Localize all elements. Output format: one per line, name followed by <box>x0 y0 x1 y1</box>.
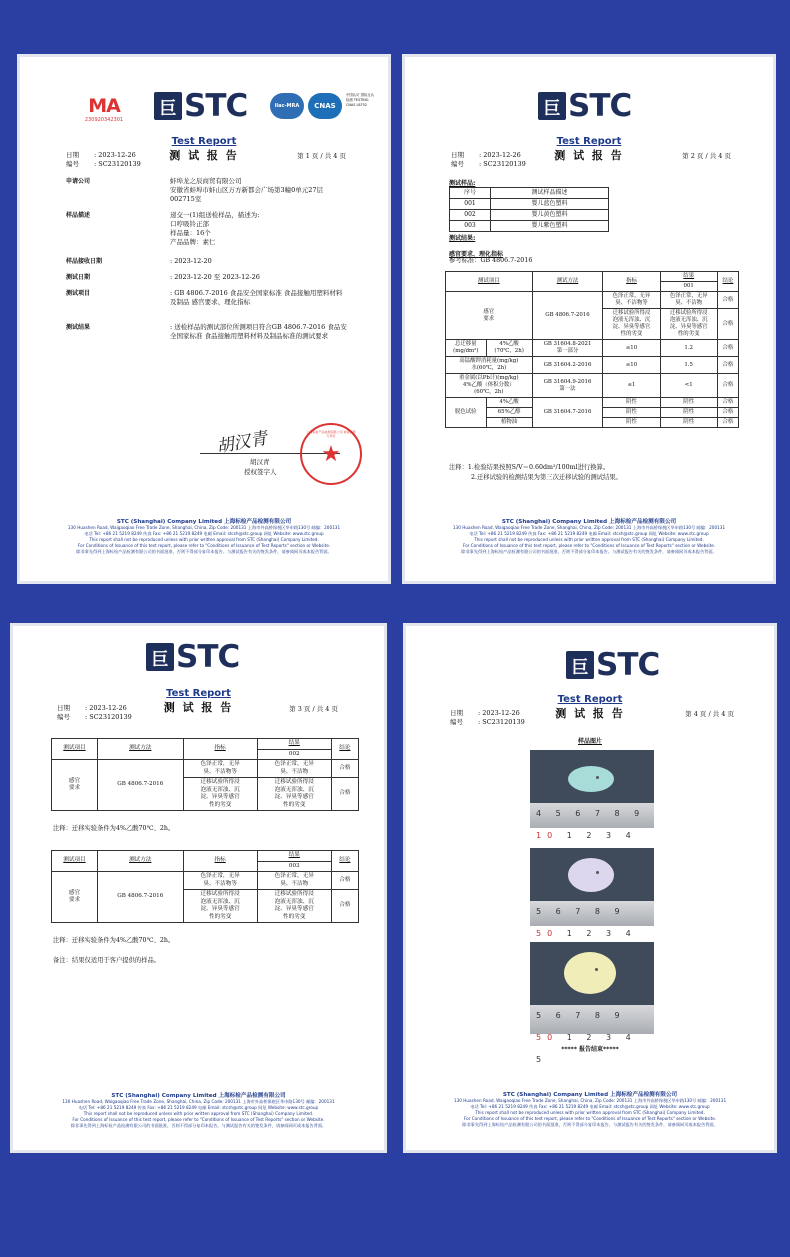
table-cell: 感官 要求 <box>446 292 533 340</box>
footer-address: 130 Huashen Road, Waigaoqiao Free Trade Zone, Shanghai, China, Zip Code: 200131 上海市外高桥保税区华申路130号 邮编：200131 <box>453 1098 727 1103</box>
report-page-3 <box>10 623 387 1153</box>
table-cell: 合格 <box>717 340 738 357</box>
table-row <box>446 374 739 398</box>
table-note: 注释：迁移实验条件为4%乙酸70℃、2h。 <box>53 825 175 832</box>
meta-block <box>66 151 141 169</box>
signature: 胡汉青 <box>215 428 269 458</box>
ruler-digits: 5 6 7 8 9 <box>536 907 626 917</box>
sub-section-title: 感官要求、理化指标 <box>449 251 504 258</box>
header-cell: 测试样品描述 <box>491 188 609 199</box>
table-cell: GB 31604.9-2016 第一法 <box>532 374 603 398</box>
table-cell: 迁移试验所得浸 泡液无浑浊、沉 淀、异臭等感官 性的劣变 <box>257 890 331 923</box>
header-cell: 测试项目 <box>446 272 533 292</box>
hole-mark <box>596 871 599 874</box>
ruler-mark: 50 <box>536 1032 559 1042</box>
sample-photo-section-title: 样品图片 <box>577 738 602 745</box>
title-en: Test Report <box>556 136 622 147</box>
table-cell: ≤10 <box>603 340 660 357</box>
signer-title: 授权签字人 <box>244 468 277 476</box>
result-table-002 <box>51 738 359 811</box>
ruler-digits: 1 2 3 4 <box>566 929 637 939</box>
table-header-row <box>52 851 359 862</box>
footer-conditions: For Conditions of Issuance of this test report, please refer to "Conditions of Issuance of Test Reports" section or Website. <box>463 1116 717 1121</box>
stc-logo-text: STC <box>184 88 248 124</box>
date-value: : 2023-12-26 <box>85 704 127 712</box>
stc-logo-text: STC <box>568 88 632 124</box>
row-value: : 送检样品的测试部位所测项目符合GB 4806.7-2016 食品安 全国家标准 食品接触用塑料材料及制品标准的测试要求 <box>170 323 347 340</box>
date-value: : 2023-12-26 <box>479 151 521 159</box>
report-page-2 <box>402 54 776 584</box>
table-cell: 阴性 <box>660 408 717 418</box>
star-icon: ★ <box>321 442 341 467</box>
stc-logo <box>538 88 632 124</box>
table-row <box>52 760 359 778</box>
table-cell: <1 <box>660 374 717 398</box>
table-cell: ≤10 <box>603 357 660 374</box>
footer-conditions: For Conditions of Issuance of this test report, please refer to "Conditions of Issuance of Test Reports" section or Website. <box>462 543 716 548</box>
stamp-text: 上海标检产品检测有限公司 检验检测专用章 <box>306 430 356 438</box>
header-cell: 结论 <box>331 851 358 872</box>
header-cell: 指标 <box>183 851 257 872</box>
ruler-mark: 10 <box>536 831 559 841</box>
cma-number: 230920342301 <box>84 117 124 123</box>
row-label: 样品描述 <box>66 212 91 219</box>
header-cell: 测试方法 <box>532 272 603 292</box>
table-cell: 合格 <box>717 292 738 309</box>
stc-logo-mark: 巨 <box>146 643 174 671</box>
ilac-mra-logo <box>270 93 304 119</box>
report-number: : SC23120139 <box>85 713 132 721</box>
table-cell: 迁移试验所得浸 泡液无浑浊、沉 淀、异臭等感官 性的劣变 <box>183 778 257 811</box>
date-label: 日期 <box>450 709 463 717</box>
table-row <box>446 292 739 309</box>
table-cell: 婴儿黄色塑料 <box>491 210 609 221</box>
title-en: Test Report <box>557 694 623 705</box>
report-number: : SC23120139 <box>94 160 141 168</box>
table-row <box>450 210 609 221</box>
page-number: 第 4 页 / 共 4 页 <box>685 710 734 718</box>
footer-notice: This report shall not be reproduced unless with prior written approval from STC (Shanghai) Company Limited. <box>83 1111 314 1116</box>
table-cell: 1.2 <box>660 340 717 357</box>
table-cell: 色泽正常，无异 臭、不洁物等 <box>183 760 257 778</box>
footer-contact: 电话 Tel: +86 21 5219 8249 传真 Fax: +86 21 5219 8249 电邮 Email: stcsh@stc.group 网址 Website: www.stc.group <box>78 1105 319 1110</box>
footer-notice-cn: 除非事先得到上海标检产品检测有限公司的书面批准，否则不得部分复印本报告。与测试报告有关的签发条件，请参阅网页或本报告背面。 <box>70 1123 327 1128</box>
footer-notice-cn: 除非事先得到上海标检产品检测有限公司的书面批准，否则不得部分复印本报告。与测试报告有关的签发条件，请参阅网页或本报告背面。 <box>461 549 717 554</box>
report-page-4 <box>403 623 777 1153</box>
page-number: 第 1 页 / 共 4 页 <box>297 152 346 160</box>
cnas-logo <box>308 93 342 119</box>
ruler-digits: 5 6 7 8 9 <box>536 1010 626 1020</box>
footer-conditions: For Conditions of Issuance of this test report, please refer to "Conditions of Issuance of Test Reports" section or Website. <box>77 543 331 548</box>
no-label: 编号 <box>450 718 463 726</box>
sample-table <box>449 187 609 232</box>
row-value: : 2023-12-20 <box>170 257 212 265</box>
row-label: 申请公司 <box>66 178 91 185</box>
table-cell: 迁移试验所得浸 泡液无浑浊、沉 淀、异臭等感官 性的劣变 <box>660 309 717 340</box>
reference-standard: 参考标准：GB 4806.7-2016 <box>449 257 533 264</box>
header-cell: 指标 <box>183 739 257 760</box>
stc-logo-text: STC <box>596 647 660 683</box>
sample-disc-purple <box>568 858 614 892</box>
table-cell: ≤1 <box>603 374 660 398</box>
footer-notice: This report shall not be reproduced unless with prior written approval from STC (Shanghai) Company Limited. <box>89 537 319 542</box>
footer-notice: This report shall not be reproduced unless with prior written approval from STC (Shanghai) Company Limited. <box>474 537 704 542</box>
table-cell: 色泽正常，无异 臭、不洁物等 <box>603 292 660 309</box>
hole-mark <box>596 776 599 779</box>
ruler-digits: 1 2 3 4 <box>566 831 637 841</box>
stc-logo <box>146 639 240 675</box>
table-cell: 合格 <box>331 760 358 778</box>
ruler-digits: 1 2 3 4 5 <box>536 1032 637 1064</box>
table-cell: 阴性 <box>660 418 717 428</box>
report-end-text: ***** 报告结束***** <box>561 1046 619 1053</box>
result-table-003 <box>51 850 359 923</box>
cnas-cert-text: 中国认可 国际互认 检测 TESTING CNAS L8752 <box>346 93 375 107</box>
row-value: : GB 4806.7-2016 食品安全国家标准 食品接触用塑料材料 及制品 感官要求、理化指标 <box>170 289 343 306</box>
footer-company: STC (Shanghai) Company Limited 上海标检产品检测有限公司 <box>111 1093 286 1099</box>
info-row-sample <box>66 211 368 255</box>
table-cell: 迁移试验所得浸 泡液无浑浊、沉 淀、异臭等感官 性的劣变 <box>257 778 331 811</box>
ruler-mark: 50 <box>536 929 559 939</box>
row-value: : 2023-12-20 至 2023-12-26 <box>170 273 260 281</box>
date-value: : 2023-12-26 <box>478 709 520 717</box>
ruler <box>530 901 654 939</box>
header-cell: 结果 <box>257 851 331 862</box>
info-row-applicant <box>66 177 368 211</box>
table-header-row <box>52 739 359 750</box>
title-en: Test Report <box>171 136 237 147</box>
table-row <box>450 199 609 210</box>
table-cell: 植物油 <box>486 418 532 428</box>
table-cell: 1.5 <box>660 357 717 374</box>
footer-company: STC (Shanghai) Company Limited 上海标检产品检测有限公司 <box>502 1092 678 1098</box>
header-cell: 指标 <box>603 272 660 292</box>
table-cell: 合格 <box>717 374 738 398</box>
table-cell: 合格 <box>331 778 358 811</box>
table-cell: GB 4806.7-2016 <box>97 872 183 923</box>
signer-name: 胡汉青 <box>250 458 270 466</box>
header-cell: 001 <box>660 282 717 292</box>
header-cell: 003 <box>257 861 331 872</box>
ruler <box>530 803 654 841</box>
stc-logo-text: STC <box>176 639 240 675</box>
footer-contact: 电话 Tel: +86 21 5219 8249 传真 Fax: +86 21 5219 8249 电邮 Email: stcsh@stc.group 网址 Website: www.stc.group <box>470 1104 710 1109</box>
report-page-1 <box>17 54 391 584</box>
table-cell: 色泽正常，无异 臭、不洁物 <box>660 292 717 309</box>
report-number: : SC23120139 <box>479 160 526 168</box>
title-cn: 测 试 报 告 <box>163 701 234 714</box>
footer <box>13 1093 384 1129</box>
row-label: 测试日期 <box>66 274 91 281</box>
header-cell: 测试方法 <box>97 739 183 760</box>
stc-logo <box>566 647 660 683</box>
title-cn: 测 试 报 告 <box>169 149 239 162</box>
info-row-test-result <box>66 323 368 347</box>
table-cell: 阴性 <box>603 418 660 428</box>
table-cell: 总迁移量 (mg/dm²) <box>446 340 487 357</box>
table-cell: 合格 <box>717 398 738 408</box>
footer-company: STC (Shanghai) Company Limited 上海标检产品检测有限公司 <box>116 519 292 525</box>
sample-disc-blue <box>568 766 614 792</box>
header-cell: 结论 <box>717 272 738 292</box>
title-en: Test Report <box>166 688 231 699</box>
info-row-test-item <box>66 289 368 313</box>
ruler-digits: 4 5 6 7 8 9 <box>536 809 646 819</box>
page-number: 第 2 页 / 共 4 页 <box>682 152 731 160</box>
meta-block <box>450 709 525 727</box>
table-row <box>52 872 359 890</box>
footer-contact: 电话 Tel: +86 21 5219 8249 传真 Fax: +86 21 5219 8249 电邮 Email: stcsh@stc.group 网址 Website: www.stc.group <box>469 531 709 536</box>
meta-block <box>451 151 526 169</box>
table-cell: 65%乙醇 <box>486 408 532 418</box>
note-2: 2.迁移试验的检测结果为第三次迁移试验的测试结果。 <box>471 474 622 481</box>
report-number: : SC23120139 <box>478 718 525 726</box>
stc-logo-mark: 巨 <box>566 651 594 679</box>
header-cell: 002 <box>257 749 331 760</box>
table-cell: 合格 <box>331 872 358 890</box>
sample-disc-yellow <box>564 952 616 994</box>
no-label: 编号 <box>57 713 70 721</box>
ilac-text: ilac-MRA <box>274 103 300 109</box>
cnas-text: CNAS <box>314 102 336 110</box>
table-cell: 婴儿紫色塑料 <box>491 221 609 232</box>
table-cell: 高锰酸钾消耗量(mg/kg) 水(60℃，2h) <box>446 357 533 374</box>
row-value: 蚌埠龙之辰商贸有限公司 安徽省蚌埠市蚌山区万方新都会广场第3幢0单元27层 002715室 <box>170 177 324 203</box>
footer-notice-cn: 除非事先得到上海标检产品检测有限公司的书面批准，否则不得部分复印本报告。与测试报告有关的签发条件，请参阅网页或本报告背面。 <box>76 549 332 554</box>
table-cell: 迁移试验所得浸 泡液无浑浊、沉 淀、异臭等感官 性的劣变 <box>603 309 660 340</box>
table-cell: 合格 <box>717 309 738 340</box>
footer <box>20 519 388 555</box>
no-label: 编号 <box>451 160 464 168</box>
table-cell: GB 4806.7-2016 <box>97 760 183 811</box>
table-header-row <box>450 188 609 199</box>
header-cell: 结果 <box>660 272 717 282</box>
table-row <box>446 357 739 374</box>
row-value: 递交一(1)组送检样品，描述为: 口哼吸铃正部 样品量：16个 产品品牌：素仁 <box>170 211 260 246</box>
footer <box>406 1092 774 1128</box>
table-cell: 感官 要求 <box>52 872 98 923</box>
official-stamp <box>300 423 362 485</box>
stc-logo <box>154 88 248 124</box>
stc-logo-mark: 巨 <box>154 92 182 120</box>
table-cell: 色泽正常，无异 臭、不洁物 <box>257 872 331 890</box>
header-cell: 序号 <box>450 188 491 199</box>
table-cell: 阴性 <box>660 398 717 408</box>
footer-address: 130 Huashen Road, Waigaoqiao Free Trade Zone, Shanghai, China, Zip Code: 200131 上海市外高桥保税区华申路130号 邮编：200131 <box>67 525 341 530</box>
table-cell: 合格 <box>717 418 738 428</box>
header-cell: 测试项目 <box>52 739 98 760</box>
table-cell: 002 <box>450 210 491 221</box>
result-table <box>445 271 739 428</box>
date-value: : 2023-12-26 <box>94 151 136 159</box>
date-label: 日期 <box>451 151 464 159</box>
sample-photo-blue <box>530 750 654 841</box>
table-cell: 色泽正常，无异 臭、不洁物 <box>257 760 331 778</box>
meta-block <box>57 704 132 722</box>
remark: 备注：结果仅适用于客户提供的样品。 <box>53 957 161 964</box>
table-cell: 婴儿蓝色塑料 <box>491 199 609 210</box>
sample-section-title: 测试样品: <box>449 180 476 187</box>
title-cn: 测 试 报 告 <box>554 149 624 162</box>
footer-notice: This report shall not be reproduced unless with prior written approval from STC (Shanghai) Company Limited. <box>475 1110 705 1115</box>
table-cell: GB 31604.7-2016 <box>532 398 603 428</box>
table-note: 注释：迁移实验条件为4%乙酸70℃、2h。 <box>53 937 175 944</box>
table-cell: 脱色试验 <box>446 398 487 428</box>
footer-company: STC (Shanghai) Company Limited 上海标检产品检测有限公司 <box>501 519 677 525</box>
stc-logo-mark: 巨 <box>538 92 566 120</box>
table-cell: 色泽正常，无异 臭、不洁物等 <box>183 872 257 890</box>
row-label: 样品接收日期 <box>66 258 103 265</box>
table-cell: GB 31604.2-2016 <box>532 357 603 374</box>
no-label: 编号 <box>66 160 79 168</box>
table-row <box>450 221 609 232</box>
cma-logo <box>78 95 130 123</box>
date-label: 日期 <box>66 151 79 159</box>
table-cell: 阴性 <box>603 398 660 408</box>
footer-address: 130 Huashen Road, Waigaoqiao Free Trade Zone, Shanghai, China, Zip Code: 200131 上海市外高桥保税区华申路130号 邮编：200131 <box>62 1099 335 1104</box>
hole-mark <box>595 968 598 971</box>
table-cell: 4%乙酸 (70℃，2h) <box>486 340 532 357</box>
table-cell: 合格 <box>717 357 738 374</box>
header-cell: 结果 <box>257 739 331 750</box>
table-cell: 合格 <box>331 890 358 923</box>
footer <box>405 519 773 555</box>
table-cell: GB 31604.8-2021 第一部分 <box>532 340 603 357</box>
table-cell: 4%乙酸 <box>486 398 532 408</box>
table-cell: 合格 <box>717 408 738 418</box>
cma-letters: MA <box>88 95 120 117</box>
table-cell: 迁移试验所得浸 泡液无浑浊、沉 淀、异臭等感官 性的劣变 <box>183 890 257 923</box>
table-row <box>446 340 739 357</box>
row-label: 测试项目 <box>66 290 91 297</box>
header-cell: 测试项目 <box>52 851 98 872</box>
row-label: 测试结果 <box>66 324 91 331</box>
table-cell: 阴性 <box>603 408 660 418</box>
date-label: 日期 <box>57 704 70 712</box>
table-cell: GB 4806.7-2016 <box>532 292 603 340</box>
table-cell: 感官 要求 <box>52 760 98 811</box>
sample-photo-purple <box>530 848 654 939</box>
table-cell: 003 <box>450 221 491 232</box>
table-cell: 重金属(以Pb计)(mg/kg) 4%乙酸（体积分数） (60℃，2h) <box>446 374 533 398</box>
header-cell: 测试方法 <box>97 851 183 872</box>
header-cell: 结论 <box>331 739 358 760</box>
table-header-row <box>446 272 739 282</box>
footer-notice-cn: 除非事先得到上海标检产品检测有限公司的书面批准，否则不得部分复印本报告。与测试报告有关的签发条件，请参阅网页或本报告背面。 <box>462 1122 718 1127</box>
note-1: 注释：1.检验结果按照S/V＝0.60dm²/100ml进行换算。 <box>449 464 610 471</box>
footer-address: 130 Huashen Road, Waigaoqiao Free Trade Zone, Shanghai, China, Zip Code: 200131 上海市外高桥保税区华申路130号 邮编：200131 <box>452 525 726 530</box>
footer-conditions: For Conditions of Issuance of this test report, please refer to "Conditions of Issuance of Test Reports" section or Website. <box>72 1117 325 1122</box>
table-cell: 001 <box>450 199 491 210</box>
page-number: 第 3 页 / 共 4 页 <box>289 705 338 713</box>
table-row <box>446 398 739 408</box>
result-section-title: 测试结果: <box>449 235 476 242</box>
footer-contact: 电话 Tel: +86 21 5219 8249 传真 Fax: +86 21 5219 8249 电邮 Email: stcsh@stc.group 网址 Website: www.stc.group <box>84 531 324 536</box>
title-cn: 测 试 报 告 <box>555 707 625 720</box>
